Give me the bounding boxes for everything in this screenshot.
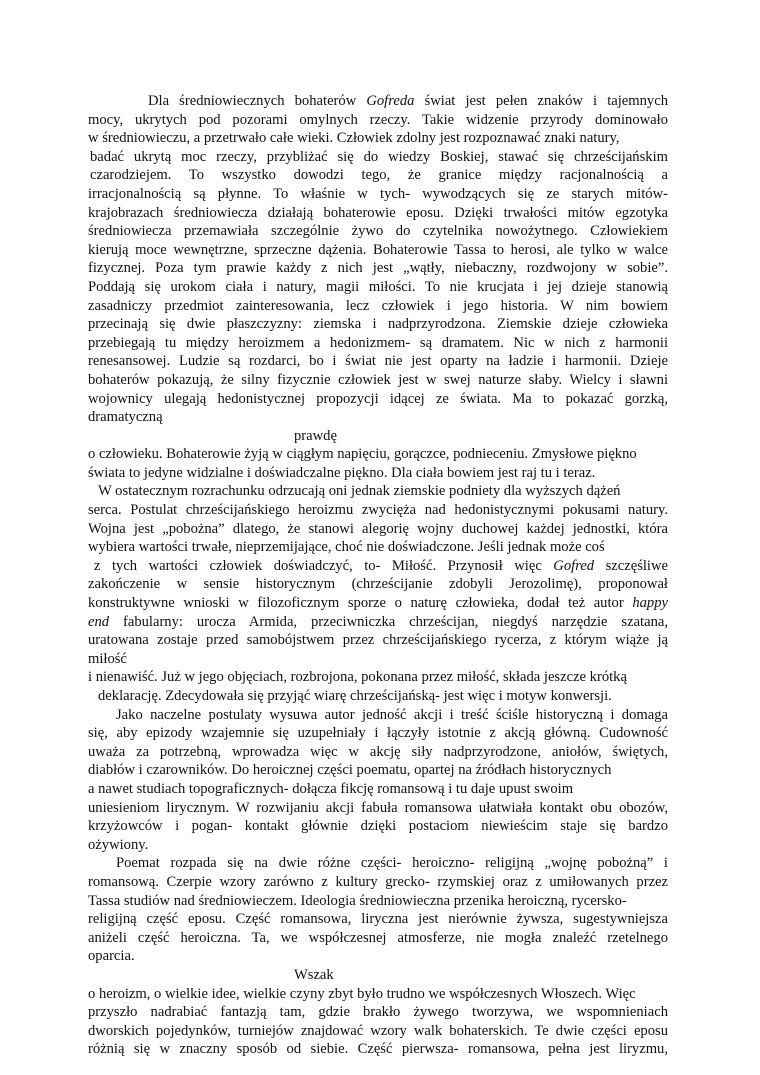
text-line: [88, 687, 668, 706]
text-line: [88, 743, 668, 762]
italic-title: happy: [632, 595, 668, 612]
text-segment: fabularny: urocza Armida, przeciwniczka chrześcijan, niegdyś narzędzie szatana,: [109, 613, 668, 630]
text-line: [88, 315, 668, 334]
text-line: [88, 390, 668, 409]
text-segment: przebiegają tu między heroizmem a hedonizmem- są dramatem. Nic w nich z harmonii: [88, 334, 668, 351]
text-line: [88, 408, 668, 427]
text-segment: Dla średniowiecznych bohaterów: [148, 93, 367, 109]
text-segment: irracjonalnością są płynne. To właśnie w tych- wywodzących się ze starych mitów-: [88, 185, 668, 202]
text-line: [88, 799, 668, 818]
text-line: [88, 985, 668, 1004]
text-segment: oparcia.: [88, 948, 135, 965]
text-segment: W ostatecznym rozrachunku odrzucają oni jednak ziemskie podniety dla wyższych dążeń: [98, 483, 621, 500]
text-line: [88, 259, 668, 278]
text-segment: aniżeli część heroiczna. Ta, we współczesnej atmosferze, nie mogła znaleźć rzetelnego: [88, 929, 668, 946]
text-segment: krzyżowców i pogan- kontakt głównie dzięki postaciom niewieścim staje się bardzo: [88, 818, 668, 835]
text-line: [88, 334, 668, 353]
text-line: [88, 836, 668, 855]
text-line: [88, 371, 668, 390]
text-line: [88, 166, 668, 185]
text-segment: uniesieniom lirycznym. W rozwijaniu akcji fabuła romansowa ułatwiała kontakt obu obozów,: [88, 799, 668, 816]
text-segment: wojownicy ulegają hedonistycznej propozycji idącej ze świata. Ma to pokazać gorzką,: [88, 390, 668, 407]
text-segment: uważa za potrzebną, wprowadza więc w akcję siły nadprzyrodzone, aniołów, świętych,: [88, 743, 668, 760]
text-segment: deklarację. Zdecydowała się przyjąć wiarę chrześcijańską- jest więc i motyw konwersji.: [98, 688, 612, 704]
text-segment: przecinają się dwie płaszczyzny: ziemska i nadprzyrodzona. Ziemskie dzieje człowieka: [88, 316, 668, 333]
text-segment: miłość: [88, 650, 127, 667]
text-line: [88, 185, 668, 204]
italic-title: Gofred: [553, 557, 595, 574]
text-line: [88, 1022, 668, 1041]
text-segment: uratowana zostaje przed samobójstwem przez chrześcijańskiego rycerza, z którym wiąże ją: [88, 632, 668, 649]
text-line: [88, 892, 668, 911]
text-segment: świata to jedyne widzialne i doświadczalne piękno. Dla ciała bowiem jest raj tu i teraz.: [88, 464, 596, 481]
text-segment: szczęśliwe: [594, 557, 668, 574]
text-segment: Tassa studiów nad średniowieczem. Ideologia średniowieczna przenika heroiczną, rycersko-: [88, 892, 627, 909]
text-segment: i nienawiść. Już w jego objęciach, rozbrojona, pokonana przez miłość, składa jeszcze krótką: [88, 669, 627, 686]
text-line: [88, 724, 668, 743]
text-line: [88, 148, 668, 167]
text-line: [88, 873, 668, 892]
text-line: [88, 520, 668, 539]
text-line: [88, 575, 668, 594]
text-segment: romansową. Czerpie wzory zarówno z kultury grecko- rzymskiej oraz z umiłowanych przez: [88, 873, 668, 890]
text-line: [88, 706, 668, 725]
text-line: [88, 538, 668, 557]
text-line: [88, 594, 668, 613]
italic-title: end: [88, 613, 110, 630]
text-segment: diabłów i czarowników. Do heroicznej części poematu, opartej na źródłach historycznych: [88, 762, 612, 779]
text-line: [88, 129, 668, 148]
text-line: [88, 204, 668, 223]
text-segment: Wszak: [294, 966, 334, 983]
text-segment: z tych wartości człowiek doświadczyć, to- Miłość. Przynosił więc: [94, 557, 554, 574]
text-line: [88, 613, 668, 632]
text-segment: Wojna jest „pobożna” dlatego, że stanowi alegorię wojny duchowej każdej jednostki, która: [88, 520, 668, 537]
text-segment: różnią się w znaczny sposób od siebie. Część pierwsza- romansowa, pełna jest liryzmu,: [88, 1041, 668, 1058]
text-line: [88, 501, 668, 520]
text-segment: religijną część eposu. Część romansowa, liryczna jest nierównie żywsza, sugestywniejsza: [88, 911, 668, 928]
text-line: [88, 482, 668, 501]
text-segment: badać ukrytą moc rzeczy, przybliżać się do wiedzy Boskiej, stawać się chrześcijańskim: [90, 148, 668, 165]
text-segment: dramatyczną: [88, 409, 163, 426]
text-segment: renesansowej. Ludzie są rozdarci, bo i świat nie jest oparty na ładzie i harmonii. Dzieje: [88, 353, 668, 370]
text-line: [88, 1003, 668, 1022]
text-line: [88, 910, 668, 929]
italic-title: Gofreda: [366, 93, 415, 109]
text-segment: o heroizm, o wielkie idee, wielkie czyny zbyt było trudno we współczesnych Włoszech. Więc: [88, 985, 636, 1002]
text-segment: krajobrazach średniowiecza działają bohaterowie eposu. Dzięki trwałości mitów egzotyka: [88, 204, 668, 221]
text-line: [88, 668, 668, 687]
text-line: [88, 222, 668, 241]
text-segment: a nawet studiach topograficznych- dołącza fikcję romansową i tu daje upust swoim: [88, 780, 574, 797]
text-segment: Poemat rozpada się na dwie różne części- heroiczno- religijną „wojnę pobożną” i: [116, 855, 668, 872]
text-line: [88, 352, 668, 371]
text-line: [88, 241, 668, 260]
text-segment: kierują moce wewnętrzne, sprzeczne dążenia. Bohaterowie Tassa to herosi, ale tylko w walce: [88, 241, 668, 258]
text-line: [88, 464, 668, 483]
text-segment: o człowieku. Bohaterowie żyją w ciągłym napięciu, gorączce, podnieceniu. Zmysłowe piękno: [88, 446, 637, 463]
text-line: [88, 278, 668, 297]
text-segment: prawdę: [294, 427, 337, 444]
text-line: [88, 297, 668, 316]
text-segment: fizycznej. Poza tym prawie każdy z nich jest „wątły, niebaczny, rozdwojony w sobie”.: [88, 260, 668, 277]
text-segment: ożywiony.: [88, 836, 149, 853]
text-segment: średniowiecza przemawiała szczególnie żywo do czytelnika nowożytnego. Człowiekiem: [88, 223, 668, 240]
text-line: [88, 92, 668, 111]
text-line: [88, 445, 668, 464]
text-line: [88, 427, 668, 446]
document-page: [88, 92, 668, 1059]
text-line: [88, 780, 668, 799]
text-segment: Jako naczelne postulaty wysuwa autor jedność akcji i treść ściśle historyczną i domaga: [116, 706, 668, 723]
text-line: [88, 761, 668, 780]
text-line: [88, 966, 668, 985]
text-segment: mocy, ukrytych pod pozorami omylnych rzeczy. Takie widzenie przyrody dominowało: [88, 111, 668, 128]
text-line: [88, 557, 668, 576]
text-line: [88, 631, 668, 650]
text-segment: serca. Postulat chrześcijańskiego heroizmu zwycięża nad hedonistycznymi pokusami natury.: [88, 502, 668, 519]
text-segment: dworskich pojedynków, turniejów znajdować wzory walk bohaterskich. Te dwie części eposu: [88, 1022, 668, 1039]
text-segment: wybiera wartości trwałe, nieprzemijające, choć nie doświadczone. Jeśli jednak może coś: [88, 539, 605, 556]
text-segment: bohaterów pokazują, że silny fizycznie człowiek jest w swej naturze słaby. Wielcy i sławni: [88, 371, 668, 388]
text-line: [88, 929, 668, 948]
text-line: [88, 817, 668, 836]
text-line: [88, 111, 668, 130]
text-segment: czarodziejem. To wszystko dowodzi tego, że granice między racjonalnością a: [90, 167, 668, 184]
text-segment: konstruktywne wnioski w filozoficznym sporze o naturę człowieka, dodał też autor: [88, 595, 633, 612]
text-segment: świat jest pełen znaków i tajemnych: [414, 93, 668, 109]
text-segment: zasadniczy przedmiot zainteresowania, lecz człowiek i jego historia. W nim bowiem: [88, 297, 668, 314]
text-segment: w średniowieczu, a przetrwało całe wieki. Człowiek zdolny jest rozpoznawać znaki natury,: [88, 130, 620, 147]
text-segment: przyszło nadrabiać fantazją tam, gdzie brakło żywego tworzywa, we wspomnieniach: [88, 1004, 668, 1021]
text-line: [88, 947, 668, 966]
text-line: [88, 854, 668, 873]
text-segment: się, aby epizody wzajemnie się uzupełniały i łączyły istotnie z akcją główną. Cudowność: [88, 725, 668, 742]
text-line: [88, 650, 668, 669]
text-line: [88, 1040, 668, 1059]
text-segment: Poddają się urokom ciała i natury, magii miłości. To nie krucjata i jej dzieje stanowią: [88, 278, 668, 295]
text-segment: zakończenie w sensie historycznym (chrześcijanie zdobyli Jerozolimę), proponował: [88, 576, 668, 593]
